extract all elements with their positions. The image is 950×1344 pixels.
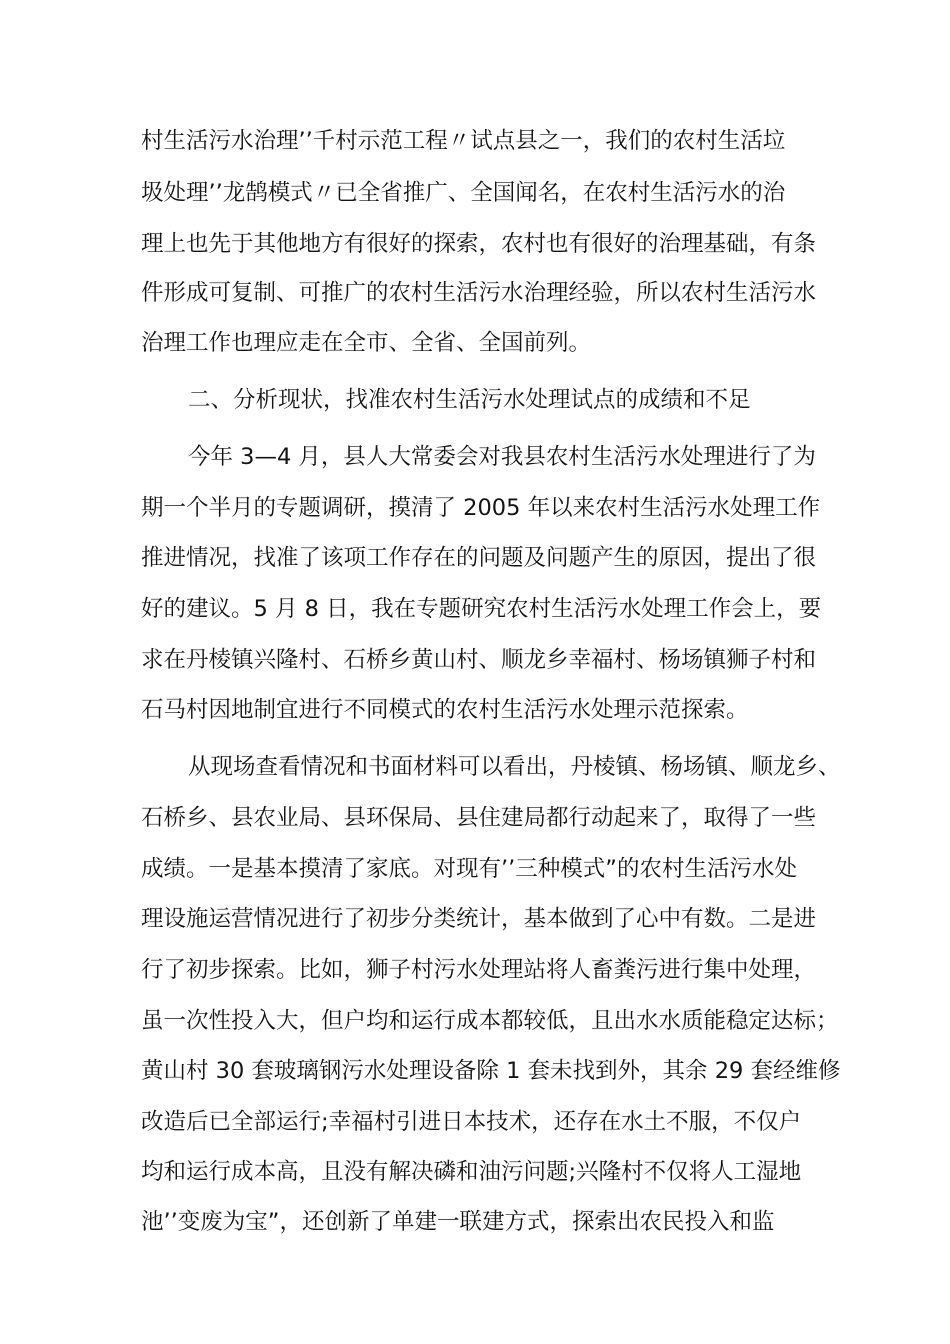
paragraph-line: 均和运行成本高，且没有解决磷和油污问题;兴隆村不仅将人工湿地 bbox=[141, 1159, 802, 1185]
paragraph-line: 治理工作也理应走在全市、全省、全国前列。 bbox=[141, 330, 592, 356]
paragraph-line: 求在丹棱镇兴隆村、石桥乡黄山村、顺龙乡幸福村、杨场镇狮子村和 bbox=[141, 647, 817, 673]
paragraph-line: 从现场查看情况和书面材料可以看出，丹棱镇、杨场镇、顺龙乡、 bbox=[188, 754, 841, 780]
paragraph-line: 好的建议。5 月 8 日，我在专题研究农村生活污水处理工作会上，要 bbox=[141, 596, 822, 622]
paragraph-line: 圾处理’’龙鹄模式〃已全省推广、全国闻名，在农村生活污水的治 bbox=[141, 180, 786, 206]
paragraph-line: 理设施运营情况进行了初步分类统计，基本做到了心中有数。二是进 bbox=[141, 906, 817, 932]
paragraph-line: 成绩。一是基本摸清了家底。对现有’’三种模式”的农村生活污水处 bbox=[141, 856, 797, 882]
paragraph-line: 池’’变废为宝”，还创新了单建一联建方式，探索出农民投入和监 bbox=[141, 1209, 775, 1235]
paragraph-line: 件形成可复制、可推广的农村生活污水治理经验，所以农村生活污水 bbox=[141, 280, 817, 306]
paragraph-line: 今年 3—4 月，县人大常委会对我县农村生活污水处理进行了为 bbox=[188, 444, 816, 470]
paragraph-line: 理上也先于其他地方有很好的探索，农村也有很好的治理基础，有条 bbox=[141, 231, 817, 257]
paragraph-line: 石马村因地制宜进行不同模式的农村生活污水处理示范探索。 bbox=[141, 697, 749, 723]
paragraph-line: 石桥乡、县农业局、县环保局、县住建局都行动起来了，取得了一些 bbox=[141, 805, 817, 831]
paragraph-line: 黄山村 30 套玻璃钢污水处理设备除 1 套未找到外，其余 29 套经维修 bbox=[141, 1058, 841, 1084]
section-heading: 二、分析现状，找准农村生活污水处理试点的成绩和不足 bbox=[188, 387, 751, 413]
paragraph-line: 虽一次性投入大，但户均和运行成本都较低，且出水水质能稳定达标； bbox=[141, 1008, 839, 1034]
paragraph-line: 行了初步探索。比如，狮子村污水处理站将人畜粪污进行集中处理， bbox=[141, 957, 817, 983]
paragraph-line: 村生活污水治理’’千村示范工程〃试点县之一，我们的农村生活垃 bbox=[141, 128, 786, 154]
paragraph-line: 改造后已全部运行;幸福村引进日本技术，还存在水土不服，不仅户 bbox=[141, 1109, 802, 1135]
paragraph-line: 推进情况，找准了该项工作存在的问题及问题产生的原因，提出了很 bbox=[141, 545, 817, 571]
paragraph-line: 期一个半月的专题调研，摸清了 2005 年以来农村生活污水处理工作 bbox=[141, 495, 821, 521]
